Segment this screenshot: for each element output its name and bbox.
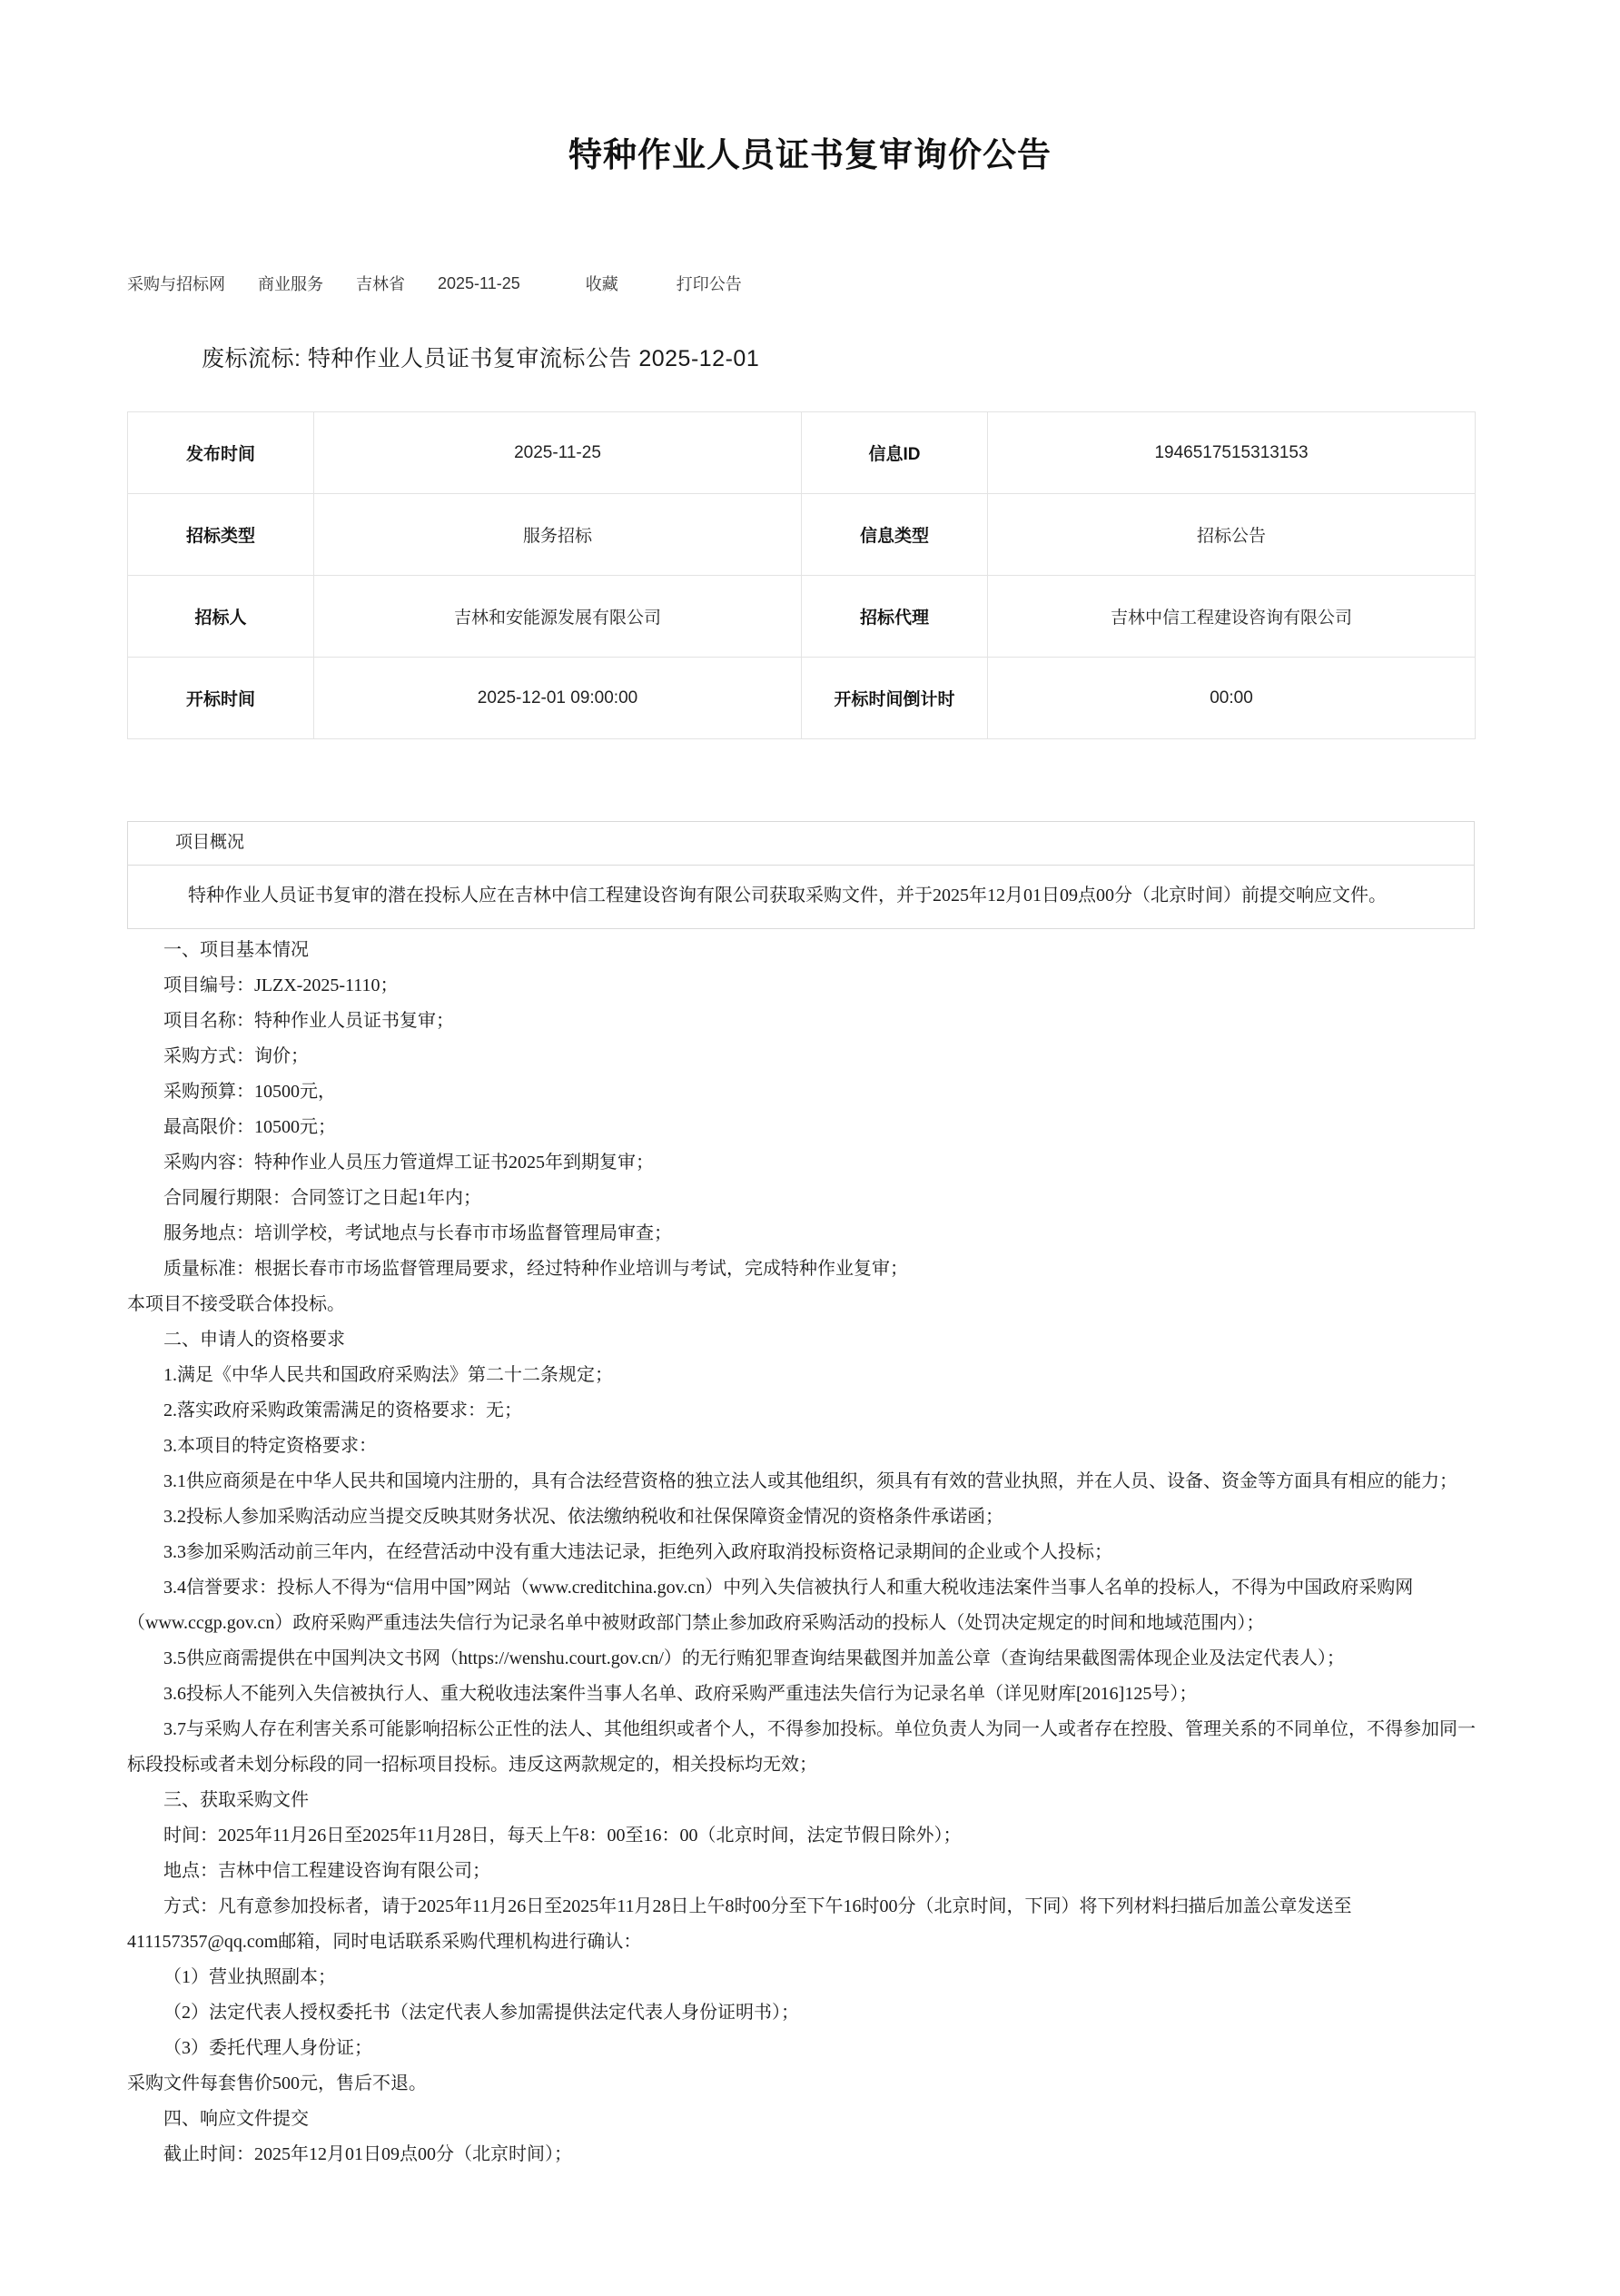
- table-row: [128, 494, 1476, 576]
- body-paragraph: 采购预算：10500元，: [163, 1081, 336, 1102]
- body-paragraph: 3.1供应商须是在中华人民共和国境内注册的，具有合法经营资格的独立法人或其他组织，须具有有效的营业执照，并在人员、设备、资金等方面具有相应的能力；: [163, 1470, 1457, 1491]
- body-paragraph: 3.5供应商需提供在中国判决文书网（https://wenshu.court.gov.cn/）的无行贿犯罪查询结果截图并加盖公章（查询结果截图需体现企业及法定代表人）；: [163, 1648, 1345, 1668]
- label-bid-type: 招标类型: [128, 494, 314, 576]
- body-paragraph: 方式：凡有意参加投标者，请于2025年11月26日至2025年11月28日上午8时00分至下午16时00分（北京时间，下同）将下列材料扫描后加盖公章发送至411157357@qq.com邮箱，同时电话联系采购代理机构进行确认：: [127, 1895, 1352, 1952]
- page-title: 特种作业人员证书复审询价公告: [568, 136, 1052, 173]
- body-paragraph: 采购方式：询价；: [163, 1045, 309, 1066]
- body-paragraph: 3.6投标人不能列入失信被执行人、重大税收违法案件当事人名单、政府采购严重违法失信行为记录名单（详见财库[2016]125号）；: [163, 1683, 1198, 1704]
- value-tenderee: 吉林和安能源发展有限公司: [314, 576, 802, 658]
- overview-heading: 项目概况: [128, 822, 1474, 866]
- body-paragraph: 3.本项目的特定资格要求：: [163, 1435, 377, 1456]
- overview-text: 特种作业人员证书复审的潜在投标人应在吉林中信工程建设咨询有限公司获取采购文件，并于2025年12月01日09点00分（北京时间）前提交响应文件。: [188, 885, 1387, 906]
- body-paragraph: 三、获取采购文件: [163, 1789, 309, 1810]
- body-paragraph: 地点：吉林中信工程建设咨询有限公司；: [163, 1860, 490, 1881]
- body-paragraph: 一、项目基本情况: [163, 939, 309, 960]
- meta-region[interactable]: 吉林省: [356, 275, 405, 293]
- value-countdown: 00:00: [988, 658, 1476, 739]
- body-paragraph: （3）委托代理人身份证；: [163, 2037, 372, 2058]
- body-paragraph: 3.4信誉要求：投标人不得为“信用中国”网站（www.creditchina.gov.cn）中列入失信被执行人和重大税收违法案件当事人名单的投标人，不得为中国政府采购网（www.ccgp.gov.cn）政府采购严重违法失信行为记录名单中被财政部门禁止参加政府采购活动的投标人（处罚决定规定的时间和地域范围内）；: [127, 1577, 1414, 1633]
- body-paragraph: 3.7与采购人存在利害关系可能影响招标公正性的法人、其他组织或者个人，不得参加投标。单位负责人为同一人或者存在控股、管理关系的不同单位，不得参加同一标段投标或者未划分标段的同一招标项目投标。违反这两款规定的，相关投标均无效；: [127, 1718, 1476, 1775]
- label-publish-time: 发布时间: [128, 412, 314, 494]
- sub-title[interactable]: 废标流标: 特种作业人员证书复审流标公告 2025-12-01: [202, 346, 760, 371]
- table-row: [128, 658, 1476, 739]
- body-paragraph: 质量标准：根据长春市市场监督管理局要求，经过特种作业培训与考试，完成特种作业复审；: [163, 1258, 908, 1279]
- label-open-time: 开标时间: [128, 658, 314, 739]
- info-table: [127, 411, 1476, 739]
- body-paragraph: 采购文件每套售价500元，售后不退。: [127, 2073, 427, 2093]
- label-tenderee: 招标人: [128, 576, 314, 658]
- body-paragraph: 2.落实政府采购政策需满足的资格要求：无；: [163, 1400, 522, 1420]
- value-info-type: 招标公告: [988, 494, 1476, 576]
- print-button[interactable]: 打印公告: [676, 275, 742, 293]
- body-paragraph: 合同履行期限：合同签订之日起1年内；: [163, 1187, 481, 1208]
- meta-date: 2025-11-25: [438, 273, 520, 292]
- body-paragraph: 四、响应文件提交: [163, 2108, 309, 2129]
- body-paragraph: 最高限价：10500元；: [163, 1116, 336, 1137]
- body-paragraph: 二、申请人的资格要求: [163, 1329, 345, 1350]
- body-paragraph: 3.2投标人参加采购活动应当提交反映其财务状况、依法缴纳税收和社保保障资金情况的资格条件承诺函；: [163, 1506, 1003, 1527]
- label-info-id: 信息ID: [802, 412, 988, 494]
- body-paragraph: 项目编号：JLZX-2025-1110；: [163, 975, 399, 995]
- body-paragraph: 服务地点：培训学校，考试地点与长春市市场监督管理局审查；: [163, 1222, 672, 1243]
- body-paragraph: （1）营业执照副本；: [163, 1966, 336, 1987]
- meta-bar: [0, 176, 1620, 295]
- body-paragraph: 项目名称：特种作业人员证书复审；: [163, 1010, 454, 1031]
- body-paragraph: 时间：2025年11月26日至2025年11月28日，每天上午8：00至16：00（北京时间，法定节假日除外）；: [163, 1825, 962, 1846]
- meta-source[interactable]: 采购与招标网: [127, 275, 225, 293]
- body-paragraph: 本项目不接受联合体投标。: [127, 1293, 345, 1314]
- table-row: [128, 576, 1476, 658]
- body-paragraph: 1.满足《中华人民共和国政府采购法》第二十二条规定；: [163, 1364, 613, 1385]
- value-open-time: 2025-12-01 09:00:00: [314, 658, 802, 739]
- overview-box: [127, 821, 1475, 929]
- meta-category[interactable]: 商业服务: [258, 275, 323, 293]
- value-info-id: 1946517515313153: [988, 412, 1476, 494]
- table-row: [128, 412, 1476, 494]
- body-paragraph: 截止时间：2025年12月01日09点00分（北京时间）；: [163, 2143, 572, 2164]
- label-info-type: 信息类型: [802, 494, 988, 576]
- label-countdown: 开标时间倒计时: [802, 658, 988, 739]
- label-agent: 招标代理: [802, 576, 988, 658]
- body-paragraph: （2）法定代表人授权委托书（法定代表人参加需提供法定代表人身份证明书）；: [163, 2002, 799, 2023]
- announcement-body: [127, 933, 1493, 2172]
- value-publish-time: 2025-11-25: [314, 412, 802, 494]
- favorite-button[interactable]: 收藏: [585, 275, 618, 293]
- body-paragraph: 3.3参加采购活动前三年内，在经营活动中没有重大违法记录，拒绝列入政府取消投标资格记录期间的企业或个人投标；: [163, 1541, 1112, 1562]
- body-paragraph: 采购内容：特种作业人员压力管道焊工证书2025年到期复审；: [163, 1152, 654, 1173]
- value-agent: 吉林中信工程建设咨询有限公司: [988, 576, 1476, 658]
- value-bid-type: 服务招标: [314, 494, 802, 576]
